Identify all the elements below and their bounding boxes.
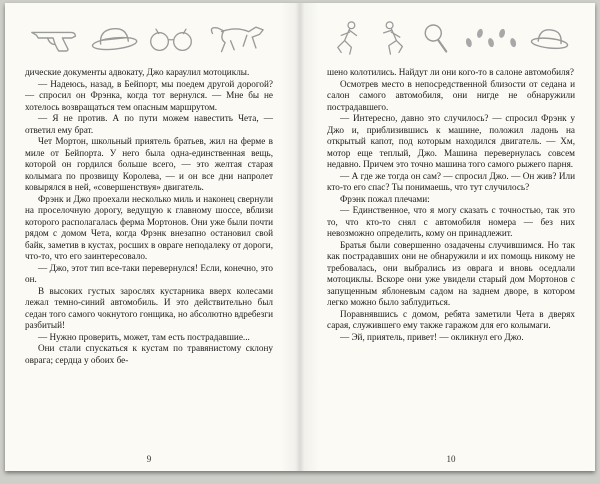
running-man-icon (331, 17, 365, 59)
footprints-icon (463, 26, 519, 50)
paragraph: — Интересно, давно это случилось? — спросил Фрэнк у Джо и, приблизившись к машине, положил ладонь на открытый капот, под которым находился двигатель. — Хм, мотор еще теплый, Джо. Машина перевернулась совсем недавно. Причем это точно машина того самого рыжего парня. (327, 113, 575, 169)
paragraph: Братья были совершенно озадачены случившимся. Но так как пострадавших они не обнаружили и их помощь никому не требовалась, они выбрались из оврага и вновь оседлали мотоциклы. Вскоре они уже увидели старый дом Мортонов с запущенным яблоневым садом на заднем дворе, в котором легко можно было заблудиться. (327, 239, 575, 307)
pistol-icon (29, 22, 81, 54)
page-right (299, 3, 595, 471)
left-decor-band (25, 13, 273, 63)
book-spread (5, 3, 595, 471)
paragraph: Чет Мортон, школьный приятель братьев, жил на ферме в миле от Бейпорта. У него была одна-единственная вещь, которой он гордился больше всего, — это желтая старая колымага по прозвищу Королева, — и он все дни напролет ковырялся в ней, «совершенствуя» двигатель. (25, 136, 273, 192)
running-dog-icon (203, 19, 269, 57)
right-decor-band (327, 13, 575, 63)
bowler-hat-icon (528, 23, 572, 52)
paragraph: — Я не против. А по пути можем навестить Чета, — ответил ему брат. (25, 113, 273, 135)
magnifier-icon (417, 19, 454, 56)
paragraph: Фрэнк пожал плечами: (340, 193, 430, 204)
paragraph: Поравнявшись с домом, ребята заметили Чета в дверях сарая, служившего ему также гаражом для его колымаги. (327, 308, 575, 330)
paragraph: — Единственное, что я могу сказать с точностью, так это то, что кто-то снял с автомобиля номера — без них невозможно определить, кому он принадлежит. (327, 205, 575, 238)
fedora-hat-icon (88, 21, 141, 54)
running-man-2-icon (376, 17, 410, 59)
paragraph: шено колотились. Найдут ли они кого-то в салоне автомобиля? (327, 67, 574, 77)
paragraph: В высоких густых зарослях кустарника вверх колесами лежал темно-синий автомобиль. И это действительно был седан того самого чокнутого гонщика, но абсолютно вдребезги разбитый! (25, 285, 273, 330)
paragraph: — Джо, этот тип все-таки перевернулся! Если, конечно, это он. (25, 262, 273, 284)
page-number-left: 9 (146, 454, 152, 464)
paragraph: дические документы адвокату, Джо караулил мотоциклы. (25, 67, 250, 77)
paragraph: Осмотрев место в непосредственной близости от седана и салон самого автомобиля, они нигде не обнаружили пострадавшего. (327, 78, 575, 112)
left-page-text (25, 67, 273, 450)
paragraph: — Нужно проверить, может, там есть пострадавшие... (38, 331, 250, 342)
paragraph: Фрэнк и Джо проехали несколько миль и наконец свернули на проселочную дорогу, ведущую к главному шоссе, вблизи которого располагалась ферма Мортонов. Они уже были почти рядом с домом Чета, когда Фрэнк внезапно остановил свой байк, заметив в кустах, росших в овраге неподалеку от дороги, что-то, что его заинтересовало. (25, 193, 273, 261)
paragraph: — Надеюсь, назад, в Бейпорт, мы поедем другой дорогой? — спросил он Фрэнка, когда тот вернулся. — Мне бы не хотелось возвращаться тем опасным маршрутом. (25, 78, 273, 112)
binoculars-icon (147, 23, 195, 53)
spread (5, 3, 595, 471)
paragraph: Они стали спускаться к кустам по травянистому склону оврага; сердца у обоих бе- (25, 343, 273, 365)
right-page-text (327, 67, 575, 450)
paragraph: — Эй, приятель, привет! — окликнул его Джо. (340, 331, 524, 342)
page-left (5, 3, 299, 471)
page-number-right: 10 (446, 454, 456, 464)
paragraph: — А где же тогда он сам? — спросил Джо. — Он жив? Или кто-то его спас? Ты понимаешь, что тут случилось? (327, 170, 575, 192)
